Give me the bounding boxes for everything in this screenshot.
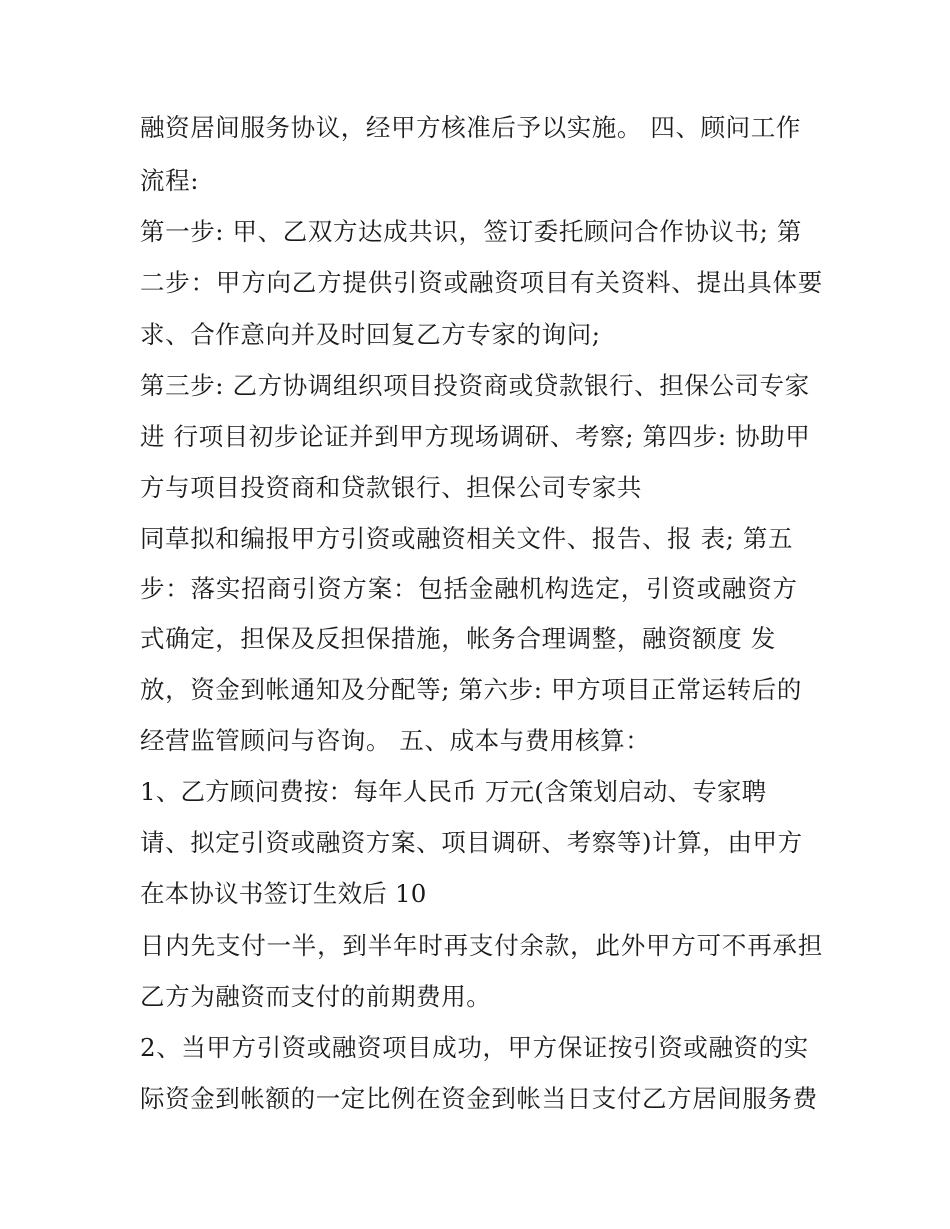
text-line: 1、乙方顾问费按：每年人民币 万元(含策划启动、专家聘 [140, 777, 767, 806]
text-line: 求、合作意向并及时回复乙方专家的询问; [140, 320, 601, 349]
text-line: 进 行项目初步论证并到甲方现场调研、考察; 第四步: 协助甲 [140, 422, 811, 451]
text-line: 乙方为融资而支付的前期费用。 [140, 982, 492, 1011]
text-line: 融资居间服务协议，经甲方核准后予以实施。 四、顾问工作 [140, 113, 801, 142]
text-line: 日内先支付一半，到半年时再支付余款，此外甲方可不再承担 [140, 931, 824, 960]
text-line: 际资金到帐额的一定比例在资金到帐当日支付乙方居间服务费 [140, 1084, 818, 1113]
text-line: 第一步: 甲、乙双方达成共识，签订委托顾问合作协议书; 第 [140, 217, 802, 246]
text-line: 步：落实招商引资方案：包括金融机构选定，引资或融资方 [140, 574, 798, 603]
text-line: 放，资金到帐通知及分配等; 第六步: 甲方项目正常运转后的 [140, 675, 802, 704]
text-line: 同草拟和编报甲方引资或融资相关文件、报告、报 表; 第五 [140, 524, 794, 553]
text-line: 在本协议书签订生效后 10 [140, 879, 427, 908]
text-line: 二步：甲方向乙方提供引资或融资项目有关资料、提出具体要 [140, 268, 824, 297]
text-line: 2、当甲方引资或融资项目成功，甲方保证按引资或融资的实 [140, 1033, 809, 1062]
text-line: 方与项目投资商和贷款银行、担保公司专家共 [140, 473, 642, 502]
text-line: 第三步: 乙方协调组织项目投资商或贷款银行、担保公司专家 [140, 371, 810, 400]
text-line: 请、拟定引资或融资方案、项目调研、考察等)计算，由甲方 [140, 828, 803, 857]
text-line: 流程: [140, 166, 200, 195]
text-line: 式确定，担保及反担保措施，帐务合理调整，融资额度 发 [140, 624, 776, 653]
text-line: 经营监管顾问与咨询。 五、成本与费用核算： [140, 726, 651, 755]
